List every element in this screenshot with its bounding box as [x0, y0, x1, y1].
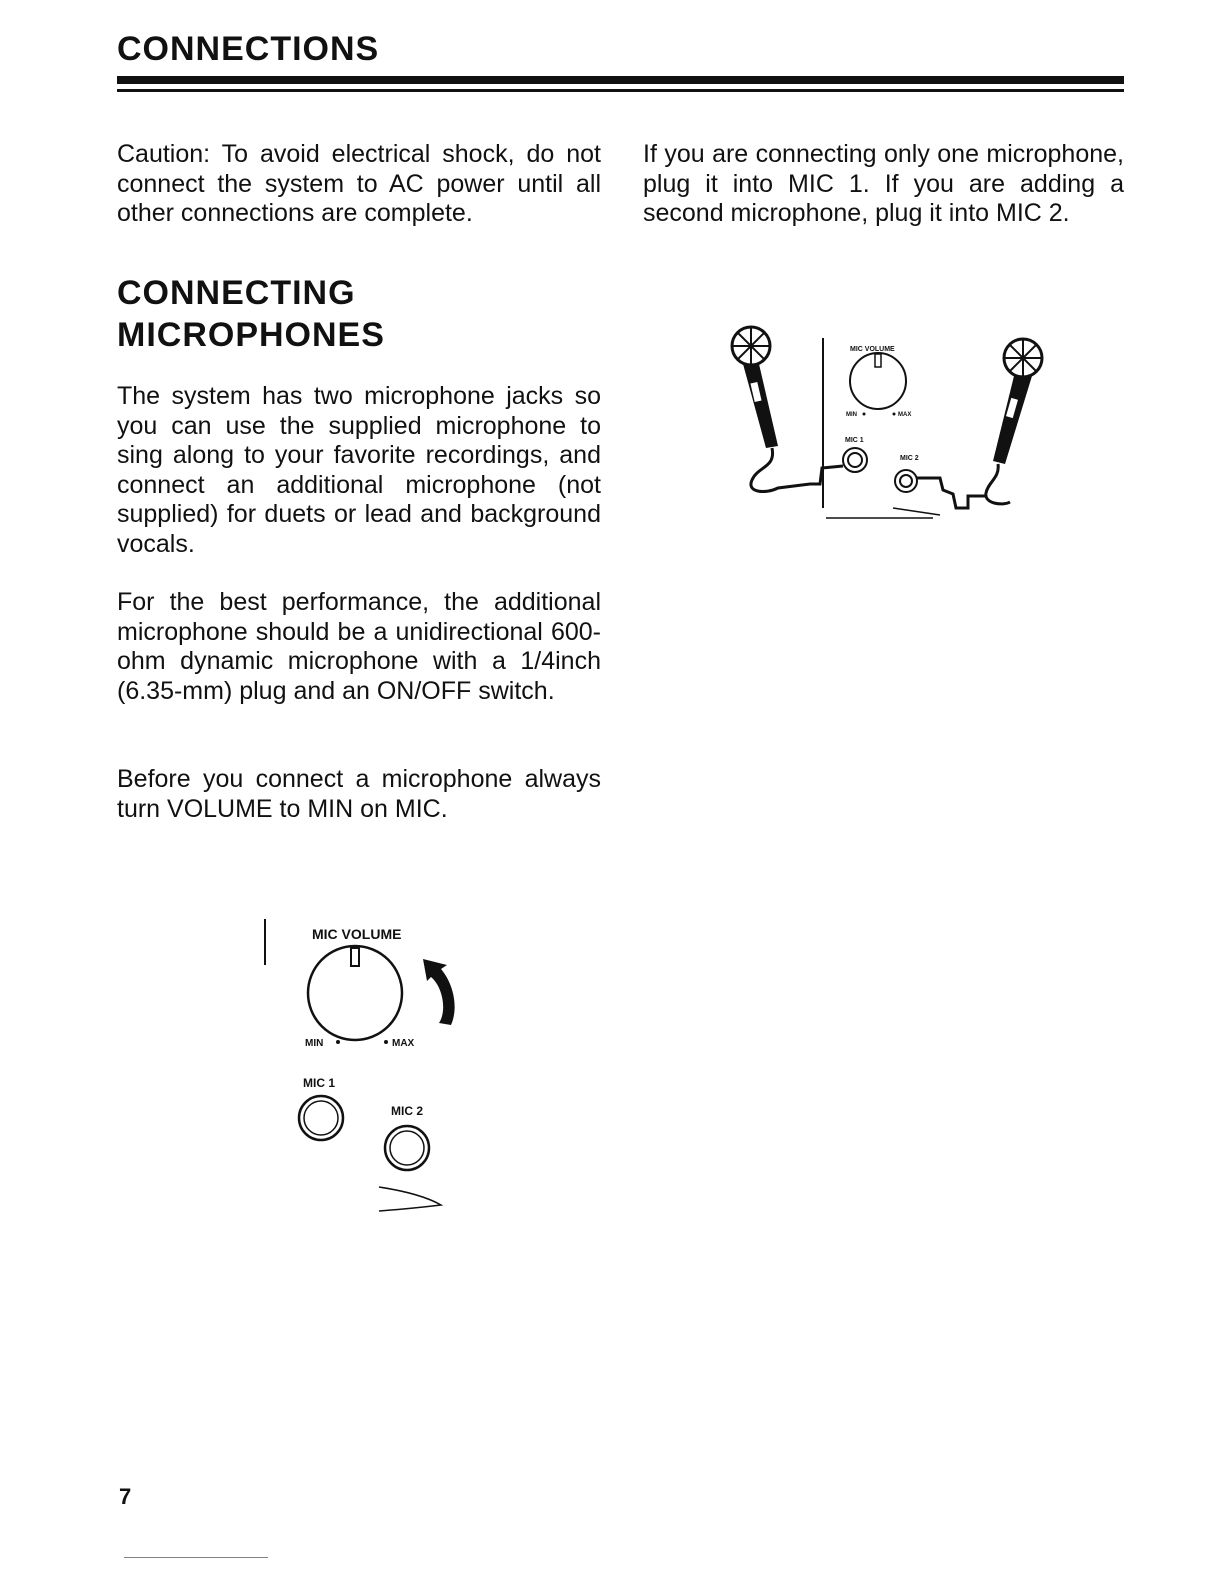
max-label: MAX — [392, 1038, 415, 1049]
mic1-jack — [299, 1096, 343, 1140]
caution-text: Caution: To avoid electrical shock, do not connect the system to AC power until all other connections are complete. — [117, 140, 601, 227]
mic1-label: MIC 1 — [303, 1076, 336, 1090]
top-max-dot — [893, 413, 896, 416]
top-max-label: MAX — [898, 412, 912, 418]
min-label: MIN — [305, 1038, 324, 1049]
left-mic-cable — [751, 448, 843, 492]
mic2-jack — [385, 1126, 429, 1170]
microphone-jacks-paragraph: The system has two microphone jacks so you can use the supplied microphone to sing along to your favorite recordings, and connect an additional microphone (not supplied) for duets or lead and background vocals. — [117, 382, 601, 558]
header-rule-thin — [117, 89, 1124, 92]
mic2-label: MIC 2 — [391, 1104, 424, 1118]
best-performance-paragraph: For the best performance, the additional microphone should be a unidirectional 600-ohm dynamic microphone with a 1/4inch (6.35-mm) plug and an ON/OFF switch. — [117, 588, 601, 705]
connecting-one-mic-paragraph: If you are connecting only one microphone, plug it into MIC 1. If you are adding a second microphone, plug it into MIC 2. — [643, 140, 1124, 227]
panel-curve-edge — [893, 508, 940, 515]
section-heading-line2: MICROPHONES — [117, 316, 385, 354]
min-dot — [336, 1040, 340, 1044]
panel-curve-edge — [379, 1187, 441, 1211]
microphones-connection-illustration — [718, 318, 1058, 530]
turn-counterclockwise-arrow-icon — [423, 959, 455, 1025]
left-microphone-icon — [732, 327, 778, 448]
mic-volume-panel-illustration — [255, 915, 475, 1225]
top-mic1-jack — [843, 448, 867, 472]
max-dot — [384, 1040, 388, 1044]
right-mic-cable — [916, 464, 1010, 508]
section-heading — [117, 272, 385, 356]
top-min-label: MIN — [846, 412, 857, 418]
top-mic1-label: MIC 1 — [845, 437, 864, 444]
top-mic2-jack — [895, 470, 917, 492]
page-number: 7 — [119, 1484, 132, 1509]
top-min-dot — [863, 413, 866, 416]
header-rule-thick — [117, 76, 1124, 84]
page-title: CONNECTIONS — [117, 30, 380, 68]
top-knob-indicator — [875, 354, 881, 367]
mic-volume-label: MIC VOLUME — [312, 926, 402, 942]
section-heading-line1: CONNECTING — [117, 274, 356, 312]
top-knob-label: MIC VOLUME — [850, 346, 895, 353]
footer-line — [124, 1557, 268, 1558]
top-mic2-label: MIC 2 — [900, 455, 919, 462]
knob-indicator — [351, 948, 359, 966]
before-connect-paragraph: Before you connect a microphone always turn VOLUME to MIN on MIC. — [117, 765, 601, 823]
right-microphone-icon — [993, 339, 1042, 464]
